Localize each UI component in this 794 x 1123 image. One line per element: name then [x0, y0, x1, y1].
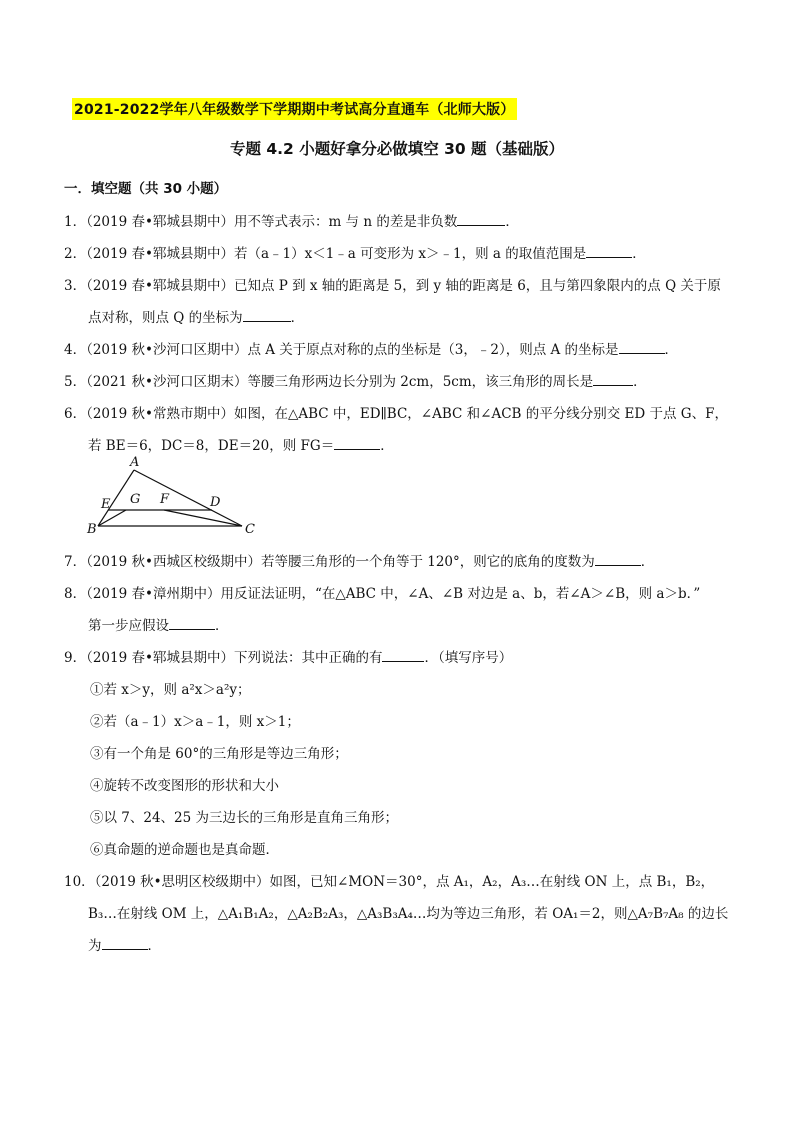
statement-5: ⑤以 7、24、25 为三边长的三角形是直角三角形； [90, 810, 399, 826]
question-6-line-2 [88, 434, 394, 454]
question-8-line-1: 8．（2019 春•漳州期中）用反证法证明，“在△ABC 中，∠A、∠B 对边是 a、b，若∠A＞∠B，则 a＞b．” [64, 586, 701, 602]
question-2-text: 2．（2019 春•郓城县期中）若（a﹣1）x＜1﹣a 可变形为 x＞﹣1，则 a 的取值范围是 [64, 246, 587, 262]
label-b: B [87, 522, 97, 537]
question-4-text: 4．（2019 秋•沙河口区期中）点 A 关于原点对称的点的坐标是（3，﹣2），则点 A 的坐标是 [64, 342, 619, 358]
answer-blank [595, 553, 641, 566]
question-8-text: 第一步应假设 [88, 618, 169, 634]
statement-6: ⑥真命题的逆命题也是真命题． [90, 842, 279, 858]
answer-blank [334, 437, 380, 450]
question-1 [64, 210, 519, 230]
end-mark: ． [147, 938, 161, 954]
question-6-text: 若 BE＝6，DC＝8，DE＝20，则 FG＝ [88, 438, 335, 454]
question-10-line-1: 10．（2019 秋•思明区校级期中）如图，已知∠MON＝30°，点 A₁，A₂，A₃…在射线 ON 上，点 B₁，B₂， [64, 874, 715, 890]
question-10-line-3 [88, 934, 161, 954]
answer-blank [586, 245, 632, 258]
end-mark: ． [380, 438, 394, 454]
triangle-figure [84, 452, 274, 542]
question-8-line-2 [88, 614, 229, 634]
answer-blank [243, 309, 291, 322]
question-10-line-2: B₃…在射线 OM 上，△A₁B₁A₂，△A₂B₂A₃，△A₃B₃A₄…均为等边三角形，若 OA₁＝2，则△A₇B₇A₈ 的边长 [88, 906, 729, 922]
label-f: F [160, 492, 170, 507]
end-mark: ． [505, 214, 519, 230]
label-a: A [130, 455, 140, 470]
end-mark: ． [633, 374, 647, 390]
question-3-line-1: 3．（2019 春•郓城县期中）已知点 P 到 x 轴的距离是 5，到 y 轴的距离是 6，且与第四象限内的点 Q 关于原 [64, 278, 721, 294]
label-c: C [245, 522, 255, 537]
question-3-text: 点对称，则点 Q 的坐标为 [88, 310, 243, 326]
bisector-bg [98, 510, 126, 526]
answer-blank [169, 617, 215, 630]
statement-4: ④旋转不改变图形的形状和大小 [90, 778, 279, 794]
question-10-text: 为 [88, 938, 102, 954]
answer-blank [593, 373, 633, 386]
question-5 [64, 370, 647, 390]
end-mark: ． [215, 618, 229, 634]
section-heading: 一．填空题（共 30 小题） [64, 181, 228, 197]
page-title: 专题 4.2 小题好拿分必做填空 30 题（基础版） [229, 140, 565, 158]
end-mark: ． [664, 342, 679, 358]
question-3-line-2 [88, 306, 304, 326]
side-ac [134, 470, 242, 526]
question-9 [64, 646, 512, 666]
statement-1: ①若 x＞y，则 a²x＞a²y； [90, 682, 251, 698]
end-mark: ． [632, 246, 646, 262]
question-7 [64, 550, 654, 570]
question-2 [64, 242, 646, 262]
statement-3: ③有一个角是 60°的三角形是等边三角形； [90, 746, 348, 762]
answer-blank [382, 649, 424, 662]
label-d: D [210, 495, 221, 510]
series-banner: 2021-2022学年八年级数学下学期期中考试高分直通车（北师大版） [72, 98, 517, 120]
question-9-tail: ．（填写序号） [424, 650, 513, 666]
end-mark: ． [290, 310, 305, 326]
answer-blank [457, 213, 505, 226]
question-5-text: 5．（2021 秋•沙河口区期末）等腰三角形两边长分别为 2cm，5cm，该三角形的周长是 [64, 374, 594, 390]
answer-blank [102, 937, 148, 950]
bisector-cf [164, 510, 242, 526]
label-g: G [130, 492, 141, 507]
question-1-text: 1．（2019 春•郓城县期中）用不等式表示：m 与 n 的差是非负数 [64, 214, 458, 230]
label-e: E [101, 497, 111, 512]
end-mark: ． [640, 554, 655, 570]
statement-2: ②若（a﹣1）x＞a﹣1，则 x＞1； [90, 714, 300, 730]
answer-blank [619, 341, 665, 354]
question-6-line-1: 6．（2019 秋•常熟市期中）如图，在△ABC 中，ED∥BC，∠ABC 和∠ACB 的平分线分别交 ED 于点 G、F， [64, 406, 728, 422]
question-9-text: 9．（2019 春•郓城县期中）下列说法：其中正确的有 [64, 650, 383, 666]
question-7-text: 7．（2019 秋•西城区校级期中）若等腰三角形的一个角等于 120°，则它的底角的度数为 [64, 554, 595, 570]
question-4 [64, 338, 678, 358]
